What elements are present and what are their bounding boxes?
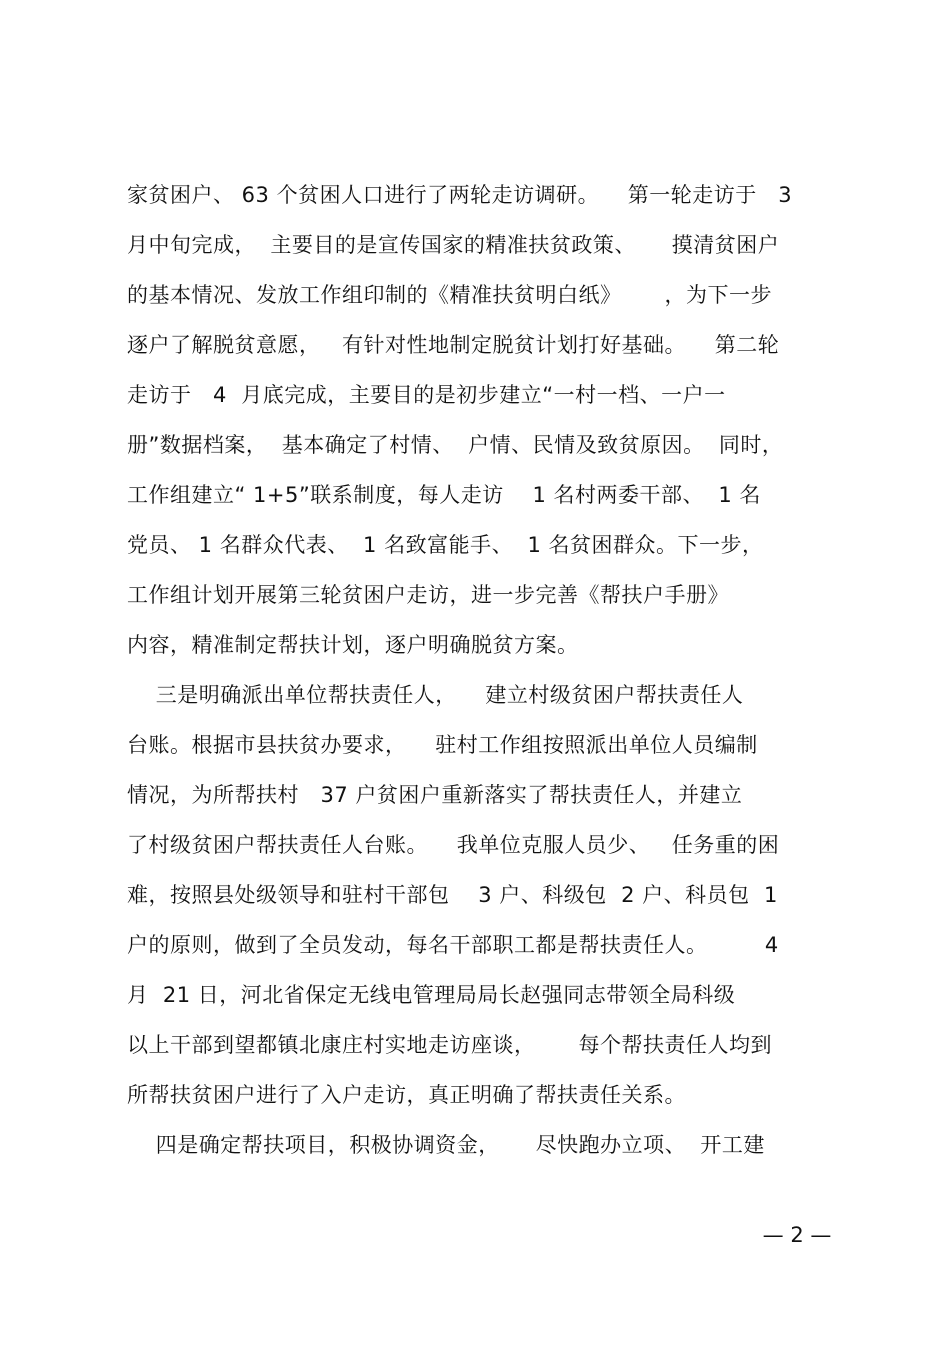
text-line-12: 台账。根据市县扶贫办要求， 驻村工作组按照派出单位人员编制: [127, 733, 758, 757]
text-line-7: 工作组建立“ 1+5”联系制度，每人走访 1 名村两委干部、 1 名: [127, 483, 761, 507]
text-line-9: 工作组计划开展第三轮贫困户走访，进一步完善《帮扶户手册》: [127, 583, 729, 607]
text-line-2: 月中旬完成， 主要目的是宣传国家的精准扶贫政策、 摸清贫困户: [127, 233, 780, 257]
text-line-13: 情况，为所帮扶村 37 户贫困户重新落实了帮扶责任人，并建立: [127, 783, 743, 807]
page-number: — 2 —: [762, 1223, 832, 1247]
text-line-19: 所帮扶贫困户进行了入户走访，真正明确了帮扶责任关系。: [127, 1083, 686, 1107]
text-line-5: 走访于 4 月底完成，主要目的是初步建立“一村一档、一户一: [127, 383, 726, 407]
text-line-6: 册”数据档案， 基本确定了村情、 户情、民情及致贫原因。 同时，: [127, 433, 784, 457]
text-line-20: 四是确定帮扶项目，积极协调资金， 尽快跑办立项、 开工建: [127, 1133, 765, 1157]
text-line-8: 党员、 1 名群众代表、 1 名致富能手、 1 名贫困群众。下一步，: [127, 533, 764, 557]
text-line-18: 以上干部到望都镇北康庄村实地走访座谈， 每个帮扶责任人均到: [127, 1033, 773, 1057]
text-line-1: 家贫困户、 63 个贫困人口进行了两轮走访调研。 第一轮走访于 3: [127, 183, 793, 207]
text-line-10: 内容，精准制定帮扶计划，逐户明确脱贫方案。: [127, 633, 579, 657]
text-line-15: 难，按照县处级领导和驻村干部包 3 户、科级包 2 户、科员包 1: [127, 883, 778, 907]
text-line-16: 户的原则，做到了全员发动，每名干部职工都是帮扶责任人。 4: [127, 933, 779, 957]
text-line-11: 三是明确派出单位帮扶责任人， 建立村级贫困户帮扶责任人: [127, 683, 744, 707]
text-line-3: 的基本情况、发放工作组印制的《精准扶贫明白纸》 ，为下一步: [127, 283, 773, 307]
text-line-17: 月 21 日，河北省保定无线电管理局局长赵强同志带领全局科级: [127, 983, 736, 1007]
text-line-14: 了村级贫困户帮扶责任人台账。 我单位克服人员少、 任务重的困: [127, 833, 780, 857]
text-line-4: 逐户了解脱贫意愿， 有针对性地制定脱贫计划打好基础。 第二轮: [127, 333, 780, 357]
